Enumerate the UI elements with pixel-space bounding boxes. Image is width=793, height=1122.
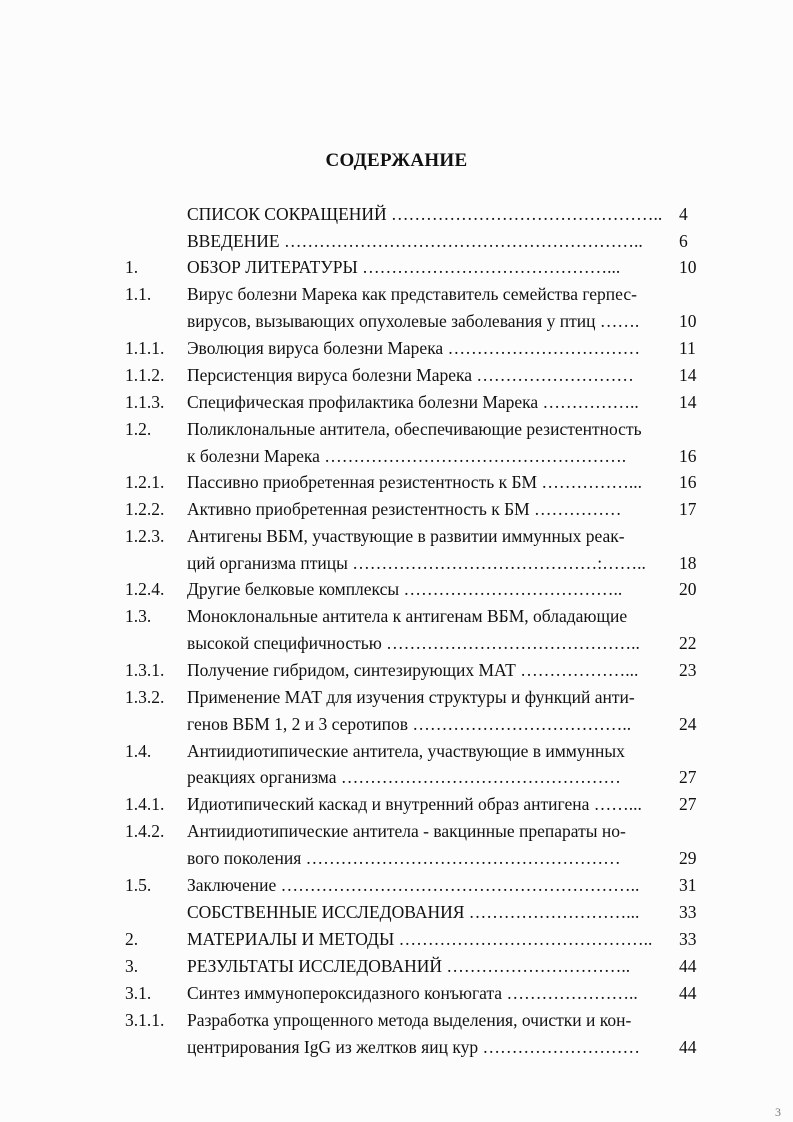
toc-entry xyxy=(0,657,793,683)
section-title: вого поколения ……………………………………………… xyxy=(187,848,621,868)
toc-entry xyxy=(0,845,793,871)
toc-entry xyxy=(0,523,793,549)
section-number: 1.2.4. xyxy=(125,579,165,599)
toc-entry xyxy=(0,684,793,710)
section-title: Поликлональные антитела, обеспечивающие резистентность xyxy=(187,419,642,439)
page-number-mark: 3 xyxy=(775,1105,781,1119)
section-title: Специфическая профилактика болезни Марека …………….. xyxy=(187,392,639,412)
section-title: Активно приобретенная резистентность к БМ …………… xyxy=(187,499,622,519)
toc-entry xyxy=(0,201,793,227)
page-number: 10 xyxy=(679,311,697,331)
section-title: Эволюция вируса болезни Марека …………………………… xyxy=(187,338,641,358)
section-title: Моноклональные антитела к антигенам ВБМ, обладающие xyxy=(187,606,628,626)
page-title: СОДЕРЖАНИЕ xyxy=(325,150,468,171)
page-number: 44 xyxy=(679,956,697,976)
toc-entry xyxy=(0,308,793,334)
section-number: 1.1.3. xyxy=(125,392,165,412)
section-number: 1. xyxy=(125,257,139,277)
section-number: 1.4.1. xyxy=(125,794,165,814)
section-number: 1.2.1. xyxy=(125,472,165,492)
toc-entry xyxy=(0,953,793,979)
section-number: 1.1.2. xyxy=(125,365,165,385)
section-title: Применение МАТ для изучения структуры и функций анти- xyxy=(187,687,635,707)
toc-entry xyxy=(0,926,793,952)
toc-entry xyxy=(0,281,793,307)
page-number: 27 xyxy=(679,794,697,814)
section-number: 3.1. xyxy=(125,983,152,1003)
section-number: 1.2.2. xyxy=(125,499,165,519)
section-title: центрирования IgG из желтков яиц кур ……………………… xyxy=(187,1037,640,1057)
section-title: ВВЕДЕНИЕ …………………………………………………….. xyxy=(187,231,643,251)
section-title: Другие белковые комплексы ……………………………….. xyxy=(187,579,623,599)
toc-entry xyxy=(0,603,793,629)
section-number: 3. xyxy=(125,956,139,976)
toc-entry xyxy=(0,1007,793,1033)
section-title: Получение гибридом, синтезирующих МАТ ………………... xyxy=(187,660,639,680)
section-title: вирусов, вызывающих опухолевые заболевания у птиц ……. xyxy=(187,311,640,331)
toc-entry xyxy=(0,550,793,576)
section-number: 1.5. xyxy=(125,875,152,895)
toc-entry xyxy=(0,818,793,844)
section-number: 1.4.2. xyxy=(125,821,165,841)
section-title: реакциях организма ………………………………………… xyxy=(187,767,621,787)
page-number: 44 xyxy=(679,983,697,1003)
page-number: 16 xyxy=(679,446,697,466)
page-number: 18 xyxy=(679,553,697,573)
toc-entry xyxy=(0,576,793,602)
toc-entry xyxy=(0,630,793,656)
page-number: 33 xyxy=(679,902,697,922)
section-title: Разработка упрощенного метода выделения, очистки и кон- xyxy=(187,1010,632,1030)
page-number: 23 xyxy=(679,660,697,680)
page-number: 29 xyxy=(679,848,697,868)
toc-entry xyxy=(0,389,793,415)
toc-entry xyxy=(0,872,793,898)
toc-entry xyxy=(0,899,793,925)
section-number: 1.2.3. xyxy=(125,526,165,546)
toc-entry xyxy=(0,469,793,495)
section-title: Антиидиотипические антитела - вакцинные препараты но- xyxy=(187,821,626,841)
toc-entry xyxy=(0,362,793,388)
page-number: 20 xyxy=(679,579,697,599)
section-title: ОБЗОР ЛИТЕРАТУРЫ ……………………………………... xyxy=(187,257,621,277)
section-number: 1.3.1. xyxy=(125,660,165,680)
section-title: Персистенция вируса болезни Марека ……………………… xyxy=(187,365,634,385)
section-title: генов ВБМ 1, 2 и 3 серотипов ……………………………….. xyxy=(187,714,632,734)
toc-entry xyxy=(0,764,793,790)
section-title: Антиидиотипические антитела, участвующие в иммунных xyxy=(187,741,625,761)
section-title: Идиотипический каскад и внутренний образ антигена ……... xyxy=(187,794,642,814)
section-title: к болезни Марека ……………………………………………. xyxy=(187,446,627,466)
section-number: 1.1.1. xyxy=(125,338,165,358)
section-number: 1.2. xyxy=(125,419,152,439)
toc-entry xyxy=(0,711,793,737)
section-title: высокой специфичностью …………………………………….. xyxy=(187,633,640,653)
toc-entry xyxy=(0,416,793,442)
section-title: РЕЗУЛЬТАТЫ ИССЛЕДОВАНИЙ ………………………….. xyxy=(187,956,631,976)
toc-entry xyxy=(0,443,793,469)
section-title: Вирус болезни Марека как представитель семейства герпес- xyxy=(187,284,637,304)
section-number: 1.1. xyxy=(125,284,152,304)
page-number: 14 xyxy=(679,392,697,412)
section-number: 3.1.1. xyxy=(125,1010,165,1030)
page-number: 22 xyxy=(679,633,697,653)
page-number: 24 xyxy=(679,714,697,734)
page-number: 44 xyxy=(679,1037,697,1057)
toc-entry xyxy=(0,791,793,817)
section-title: СОБСТВЕННЫЕ ИССЛЕДОВАНИЯ ………………………... xyxy=(187,902,640,922)
toc-entry xyxy=(0,738,793,764)
page-number: 4 xyxy=(679,204,688,224)
page-number: 16 xyxy=(679,472,697,492)
page-number: 14 xyxy=(679,365,697,385)
page-number: 11 xyxy=(679,338,696,358)
page-number: 33 xyxy=(679,929,697,949)
toc-entry xyxy=(0,1034,793,1060)
section-title: ций организма птицы ……………………………………:…….. xyxy=(187,553,646,573)
toc-entry xyxy=(0,335,793,361)
page-number: 6 xyxy=(679,231,688,251)
page-number: 31 xyxy=(679,875,697,895)
section-number: 1.3.2. xyxy=(125,687,165,707)
page-number: 10 xyxy=(679,257,697,277)
section-number: 2. xyxy=(125,929,139,949)
section-title: СПИСОК СОКРАЩЕНИЙ ……………………………………….. xyxy=(187,204,663,224)
section-title: Пассивно приобретенная резистентность к БМ ……………... xyxy=(187,472,643,492)
section-title: МАТЕРИАЛЫ И МЕТОДЫ …………………………………….. xyxy=(187,929,653,949)
section-title: Синтез иммунопероксидазного конъюгата ………………….. xyxy=(187,983,638,1003)
section-number: 1.3. xyxy=(125,606,152,626)
section-title: Антигены ВБМ, участвующие в развитии иммунных реак- xyxy=(187,526,625,546)
toc-entry xyxy=(0,980,793,1006)
toc-entry xyxy=(0,228,793,254)
toc-entry xyxy=(0,254,793,280)
page-number: 27 xyxy=(679,767,697,787)
section-title: Заключение …………………………………………………….. xyxy=(187,875,640,895)
section-number: 1.4. xyxy=(125,741,152,761)
page-number: 17 xyxy=(679,499,697,519)
toc-entry xyxy=(0,496,793,522)
